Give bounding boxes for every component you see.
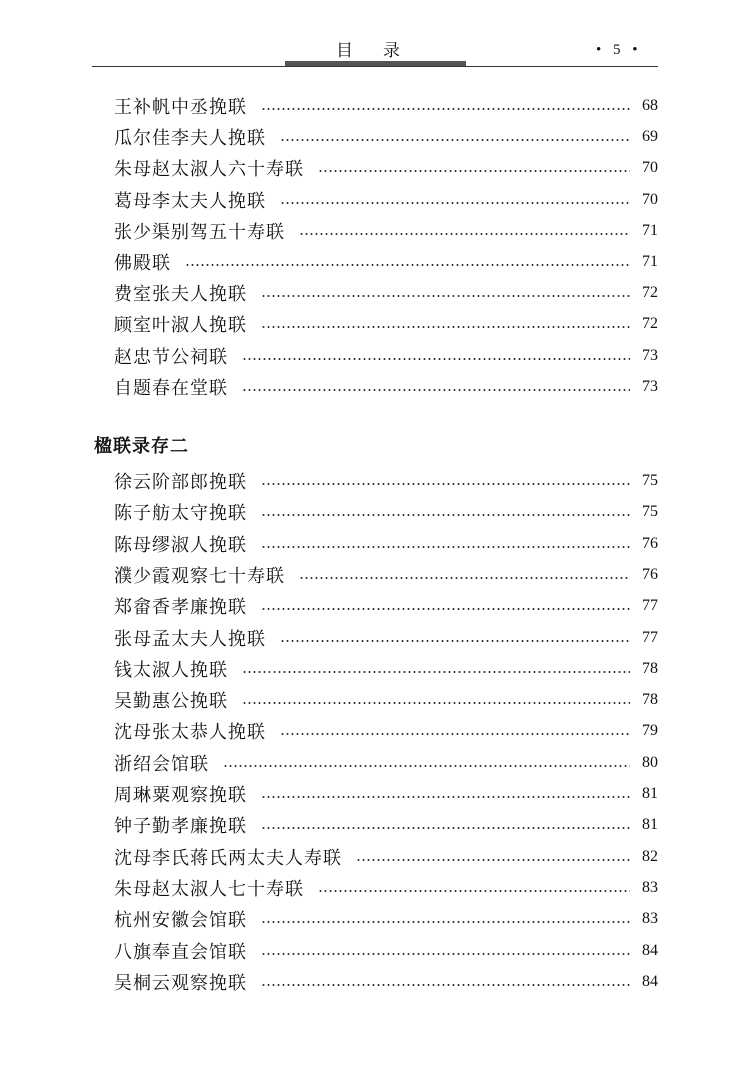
toc-entry-title: 杭州安徽会馆联 <box>114 910 247 932</box>
toc-entry <box>114 937 658 965</box>
toc-entry <box>114 310 658 338</box>
dot-leader <box>185 264 630 266</box>
dot-leader <box>261 326 630 328</box>
running-title-left: 目 <box>336 41 355 61</box>
toc-entry-title: 赵忠节公祠联 <box>114 346 228 368</box>
toc-entry-page: 83 <box>642 910 658 928</box>
toc-entry-page: 84 <box>642 941 658 959</box>
toc-entry-title: 周琳粟观察挽联 <box>114 785 247 806</box>
toc-entry-page: 78 <box>642 659 658 677</box>
toc-entry-title: 佛殿联 <box>114 253 171 274</box>
header-rule <box>92 66 658 67</box>
dot-leader <box>261 921 630 923</box>
toc-entry-title: 八旗奉直会馆联 <box>114 941 247 963</box>
toc-entry-page: 76 <box>642 565 658 583</box>
dot-leader <box>223 765 630 767</box>
dot-leader <box>261 108 630 110</box>
toc-entry-page: 81 <box>642 785 658 802</box>
toc-entry <box>114 874 658 902</box>
toc-entry-page: 75 <box>642 472 658 489</box>
toc-entry-page: 75 <box>642 503 658 521</box>
toc-entry-page: 72 <box>642 284 658 302</box>
toc-entry-title: 钱太淑人挽联 <box>114 659 228 681</box>
dot-leader <box>261 984 630 986</box>
toc-entry-title: 沈母张太恭人挽联 <box>114 722 266 744</box>
toc-entry-title: 朱母赵太淑人六十寿联 <box>114 159 304 181</box>
toc-entry-page: 71 <box>642 253 658 270</box>
dot-leader <box>242 671 630 673</box>
page-number: • 5 • <box>596 42 642 58</box>
toc-entry <box>114 905 658 933</box>
toc-entry-title: 浙绍会馆联 <box>114 753 209 775</box>
toc-entry-title: 张母孟太夫人挽联 <box>114 628 266 650</box>
toc-entry-title: 顾室叶淑人挽联 <box>114 315 247 337</box>
toc-entry <box>114 561 658 589</box>
toc-entry-page: 77 <box>642 597 658 615</box>
dot-leader <box>318 170 630 172</box>
dot-leader <box>356 859 630 861</box>
toc-entry-page: 80 <box>642 753 658 771</box>
dot-leader <box>242 389 630 391</box>
toc-entry-page: 79 <box>642 722 658 740</box>
toc-entry-page: 81 <box>642 816 658 834</box>
toc-entry-page: 82 <box>642 847 658 865</box>
running-title <box>336 36 402 61</box>
toc-entry-page: 73 <box>642 346 658 364</box>
section-heading: 楹联录存二 <box>94 436 189 457</box>
running-title-right: 录 <box>383 41 402 61</box>
toc-entry-title: 陈母缪淑人挽联 <box>114 534 247 556</box>
toc-entry <box>114 655 658 683</box>
toc-entry <box>114 279 658 307</box>
dot-leader <box>242 358 630 360</box>
toc-entry <box>114 248 658 276</box>
dot-leader <box>261 483 630 485</box>
toc-entry-page: 71 <box>642 221 658 239</box>
toc-entry-page: 70 <box>642 190 658 208</box>
dot-leader <box>261 608 630 610</box>
dot-leader <box>280 733 630 735</box>
toc-entry-page: 84 <box>642 972 658 990</box>
toc-entry <box>114 717 658 745</box>
toc-entry <box>114 624 658 652</box>
toc-entry-page: 68 <box>642 97 658 114</box>
toc-entry <box>114 467 658 495</box>
toc-entry <box>114 686 658 714</box>
toc-entry-title: 徐云阶部郎挽联 <box>114 472 247 493</box>
dot-leader <box>299 577 630 579</box>
dot-leader <box>299 233 630 235</box>
toc-entry-page: 76 <box>642 534 658 552</box>
toc-entry-title: 吴勤惠公挽联 <box>114 691 228 713</box>
toc-entry-title: 葛母李太夫人挽联 <box>114 190 266 212</box>
dot-leader <box>261 514 630 516</box>
toc-entry-title: 陈子舫太守挽联 <box>114 503 247 525</box>
toc-entry-page: 78 <box>642 691 658 709</box>
dot-leader <box>261 295 630 297</box>
dot-leader <box>261 546 630 548</box>
toc-entry-page: 72 <box>642 315 658 333</box>
dot-leader <box>318 890 630 892</box>
dot-leader <box>261 796 630 798</box>
toc-entry <box>114 530 658 558</box>
toc-entry <box>114 592 658 620</box>
toc-entry-title: 自题春在堂联 <box>114 377 228 399</box>
toc-entry-title: 濮少霞观察七十寿联 <box>114 565 285 587</box>
toc-entry <box>114 811 658 839</box>
toc-entry <box>114 498 658 526</box>
toc-entry-title: 吴桐云观察挽联 <box>114 972 247 994</box>
toc-entry <box>114 342 658 370</box>
toc-entry-page: 83 <box>642 878 658 896</box>
toc-entry <box>114 123 658 151</box>
toc-entry-title: 王补帆中丞挽联 <box>114 97 247 118</box>
dot-leader <box>280 139 630 141</box>
dot-leader <box>261 953 630 955</box>
toc-entry-title: 朱母赵太淑人七十寿联 <box>114 878 304 900</box>
dot-leader <box>242 702 630 704</box>
toc-entry-title: 郑畲香孝廉挽联 <box>114 597 247 619</box>
toc-entry <box>114 780 658 808</box>
dot-leader <box>280 640 630 642</box>
toc-entry-page: 70 <box>642 159 658 177</box>
toc-entry-page: 69 <box>642 128 658 146</box>
toc-entry-page: 73 <box>642 377 658 395</box>
toc-entry <box>114 186 658 214</box>
toc-entry <box>114 843 658 871</box>
page-header <box>0 0 750 70</box>
toc-entry-page: 77 <box>642 628 658 646</box>
toc-entry <box>114 749 658 777</box>
toc-entry <box>114 217 658 245</box>
toc-entry-title: 张少渠别驾五十寿联 <box>114 221 285 243</box>
dot-leader <box>261 827 630 829</box>
toc-entry-title: 费室张夫人挽联 <box>114 284 247 306</box>
toc-entry <box>114 154 658 182</box>
toc-entry <box>114 968 658 996</box>
dot-leader <box>280 202 630 204</box>
toc-entry <box>114 92 658 120</box>
toc-entry <box>114 373 658 401</box>
toc-entry-title: 沈母李氏蒋氏两太夫人寿联 <box>114 847 342 869</box>
toc-entry-title: 钟子勤孝廉挽联 <box>114 816 247 838</box>
toc-entry-title: 瓜尔佳李夫人挽联 <box>114 128 266 150</box>
